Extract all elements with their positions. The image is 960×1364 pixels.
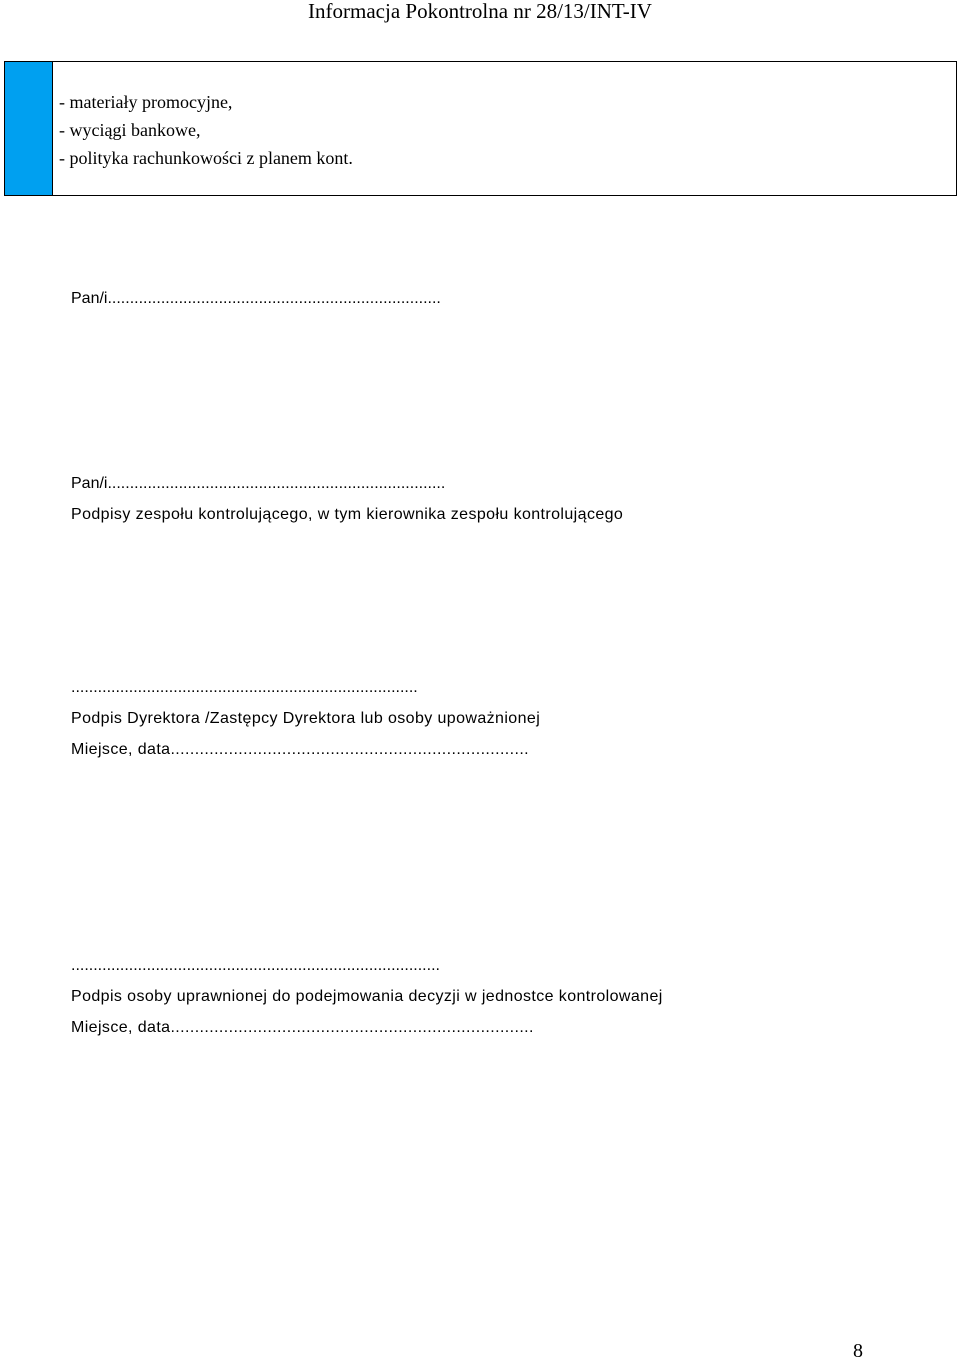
authorized-signature-caption: Podpis osoby uprawnionej do podejmowania decyzji w jednostce kontrolowanej: [71, 988, 663, 1005]
team-signatures-caption: Podpisy zespołu kontrolującego, w tym kierownika zespołu kontrolującego: [71, 506, 624, 523]
list-item: - materiały promocyjne,: [59, 92, 233, 112]
director-signature-caption: Podpis Dyrektora /Zastępcy Dyrektora lub osoby upoważnionej: [71, 710, 541, 727]
list-item: - polityka rachunkowości z planem kont.: [59, 148, 353, 168]
box-accent-bar: [5, 62, 53, 195]
signature-line-1: Pan/i...........................................................................: [71, 290, 441, 307]
signature-line-2: Pan/i............................................................................: [71, 475, 446, 492]
list-item: - wyciągi bankowe,: [59, 120, 201, 140]
authorized-signature-line: ...................................................................................: [71, 957, 440, 974]
documents-list: [59, 88, 353, 172]
page-number: 8: [853, 1340, 863, 1362]
director-signature-line: ..............................................................................: [71, 679, 418, 696]
document-header-title: Informacja Pokontrolna nr 28/13/INT-IV: [308, 0, 652, 23]
documents-list-box: [4, 61, 957, 196]
authorized-place-date: Miejsce, data...........................................................................: [71, 1019, 534, 1036]
director-place-date: Miejsce, data..........................................................................: [71, 741, 530, 758]
